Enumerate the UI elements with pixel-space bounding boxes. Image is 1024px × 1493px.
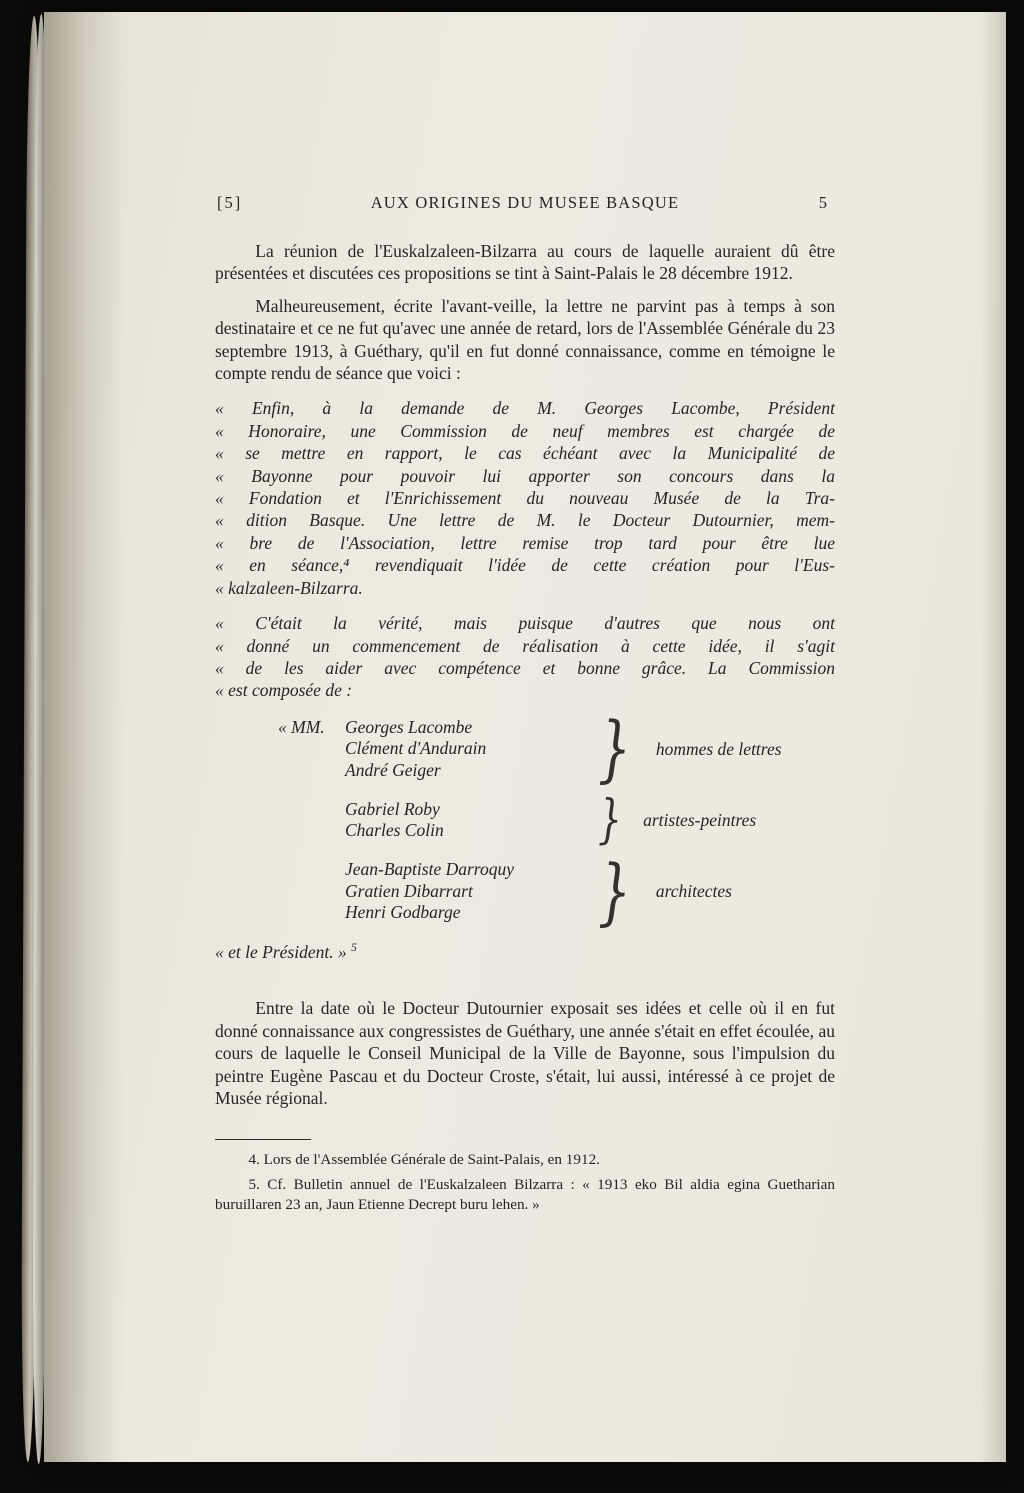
- quoted-minutes-block: [215, 612, 835, 702]
- quote-line: « kalzaleen-Bilzarra.: [215, 577, 363, 598]
- group-role-label: artistes-peintres: [643, 810, 757, 831]
- quote-line: « en séance,⁴ revendiquait l'idée de cette création pour l'Eus-: [215, 555, 835, 576]
- running-title: AUX ORIGINES DU MUSEE BASQUE: [370, 193, 680, 212]
- quote-line: « se mettre en rapport, le cas échéant avec la Municipalité de: [215, 443, 835, 464]
- quote-line: « de les aider avec compétence et bonne grâce. La Commission: [215, 657, 835, 678]
- paragraph: La réunion de l'Euskalzaleen-Bilzarra au cours de laquelle auraient dû être présentées et discutées ces propositions se tint à Saint-Palais le 28 décembre 1912.: [215, 241, 835, 284]
- commission-member-list: [278, 706, 835, 934]
- commission-group-architects: [278, 849, 835, 934]
- member-names: [278, 859, 598, 924]
- paragraph: Malheureusement, écrite l'avant-veille, la lettre ne parvint pas à temps à son destinataire et ce ne fut qu'avec une année de retard, lors de l'Assemblée Générale du 23 septembre 1913, à Guéthary, qu'il en fut donné connaissance, comme en témoigne le compte rendu de séance que voici :: [215, 295, 835, 384]
- member-name: André Geiger: [345, 759, 441, 780]
- quote-line: « donné un commencement de réalisation à cette idée, il s'agit: [215, 635, 835, 656]
- group-role-label: architectes: [655, 881, 732, 902]
- member-name: Gratien Dibarrart: [345, 880, 473, 901]
- curly-brace-icon: }: [598, 849, 631, 934]
- quote-line: « bre de l'Association, lettre remise trop tard pour être lue: [215, 532, 835, 553]
- member-name: Clément d'Andurain: [345, 738, 487, 759]
- member-name: Henri Godbarge: [345, 902, 461, 923]
- footnote: 5. Cf. Bulletin annuel de l'Euskalzaleen Bilzarra : « 1913 eko Bil aldia egina Guetharian buruillaren 23 an, Jaun Etienne Decrept buru lehen. »: [215, 1175, 835, 1214]
- closing-text: « et le Président. »: [215, 941, 347, 962]
- quote-closing-line: [215, 941, 835, 963]
- quote-line: « Honoraire, une Commission de neuf membres est chargée de: [215, 420, 835, 441]
- page-content: [215, 192, 835, 1220]
- curly-brace-icon: }: [598, 790, 622, 851]
- member-name: Georges Lacombe: [345, 716, 473, 737]
- member-names: [278, 717, 598, 782]
- paragraph: Entre la date où le Docteur Dutournier exposait ses idées et celle où il en fut donné connaissance aux congressistes de Guéthary, une année s'était en effet écoulée, au cours de laquelle le Conseil Municipal de la Ville de Bayonne, sous l'impulsion du peintre Eugène Pascau et du Docteur Croste, s'était, lui aussi, intéressé à ce projet de Musée régional.: [215, 998, 835, 1108]
- quote-line: « C'était la vérité, mais puisque d'autres que nous ont: [215, 613, 835, 634]
- quote-line: « Bayonne pour pouvoir lui apporter son concours dans la: [215, 465, 835, 486]
- member-name: Charles Colin: [345, 820, 444, 841]
- commission-group-writers: [278, 706, 835, 791]
- quote-line: « dition Basque. Une lettre de M. le Docteur Dutournier, mem-: [215, 510, 835, 531]
- curly-brace-icon: }: [598, 706, 631, 791]
- member-name: Jean-Baptiste Darroquy: [345, 859, 514, 880]
- member-names: [278, 799, 598, 842]
- group-role-label: hommes de lettres: [655, 738, 782, 759]
- quote-line: « Fondation et l'Enrichissement du nouveau Musée de la Tra-: [215, 488, 835, 509]
- quote-line: « Enfin, à la demande de M. Georges Lacombe, Président: [215, 398, 835, 419]
- running-header: [215, 192, 835, 214]
- page-number: 5: [818, 193, 827, 212]
- member-name: Gabriel Roby: [345, 798, 440, 819]
- mm-prefix: « MM.: [278, 716, 325, 737]
- quoted-minutes-block: [215, 397, 835, 599]
- book-page: [44, 12, 1006, 1462]
- footnote-divider: [215, 1139, 311, 1140]
- footnote: 4. Lors de l'Assemblée Générale de Saint-Palais, en 1912.: [248, 1151, 600, 1169]
- quote-line: « est composée de :: [215, 680, 353, 701]
- commission-group-painters: [278, 790, 835, 851]
- footnote-reference: 5: [351, 942, 357, 955]
- bracket-folio: [5]: [217, 193, 243, 212]
